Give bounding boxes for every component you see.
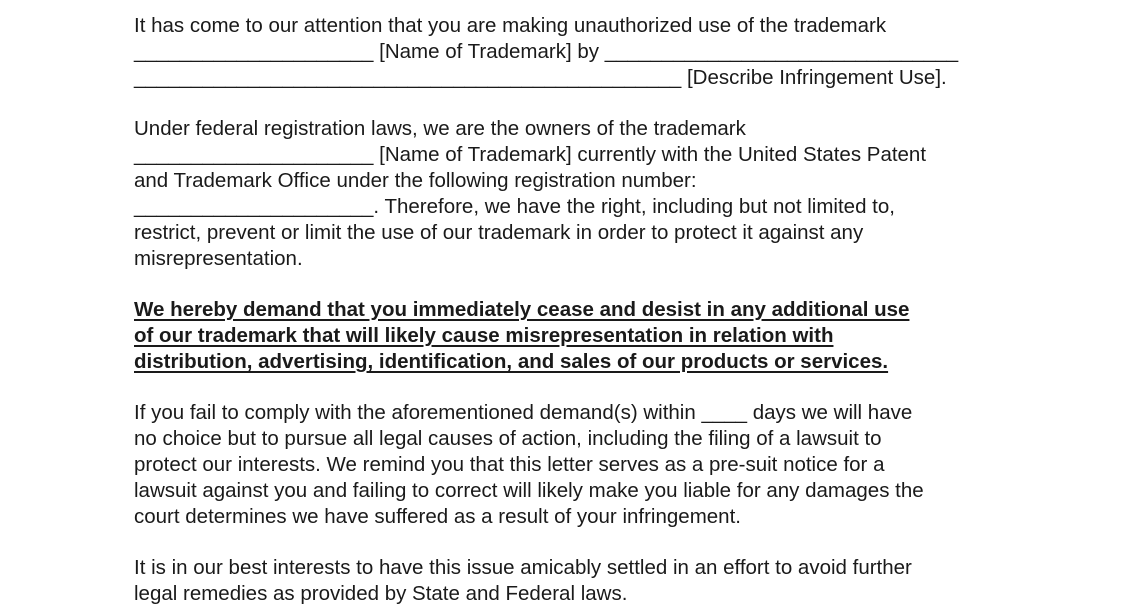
text-line: _____________________ [Name of Trademark] by _______________________________ [134, 40, 959, 63]
text-line: If you fail to comply with the aforementioned demand(s) within ____ days we will have [134, 401, 913, 424]
text-line: Under federal registration laws, we are the owners of the trademark [134, 117, 746, 140]
letter-body [134, 13, 1014, 607]
text-line: lawsuit against you and failing to correct will likely make you liable for any damages the [134, 479, 924, 502]
paragraph-settlement [134, 555, 1014, 607]
paragraph-consequences [134, 400, 1014, 530]
text-line: protect our interests. We remind you that this letter serves as a pre-suit notice for a [134, 453, 885, 476]
text-line: court determines we have suffered as a result of your infringement. [134, 505, 741, 528]
text-line: legal remedies as provided by State and Federal laws. [134, 582, 628, 605]
text-line: restrict, prevent or limit the use of our trademark in order to protect it against any [134, 221, 864, 244]
demand-line: We hereby demand that you immediately cease and desist in any additional use [134, 298, 910, 321]
demand-line: of our trademark that will likely cause misrepresentation in relation with [134, 324, 834, 347]
demand-line: distribution, advertising, identification, and sales of our products or services. [134, 350, 889, 373]
text-line: and Trademark Office under the following registration number: [134, 169, 697, 192]
text-line: _____________________. Therefore, we have the right, including but not limited to, [134, 195, 895, 218]
text-line: It is in our best interests to have this issue amicably settled in an effort to avoid further [134, 556, 912, 579]
text-line: _____________________ [Name of Trademark] currently with the United States Patent [134, 143, 927, 166]
text-line: no choice but to pursue all legal causes of action, including the filing of a lawsuit to [134, 427, 882, 450]
text-line: It has come to our attention that you are making unauthorized use of the trademark [134, 14, 887, 37]
paragraph-unauthorized-use [134, 13, 1014, 91]
text-line: misrepresentation. [134, 247, 303, 270]
paragraph-ownership [134, 116, 1014, 272]
text-line: ________________________________________________ [Describe Infringement Use]. [134, 66, 947, 89]
paragraph-demand [134, 297, 1014, 375]
